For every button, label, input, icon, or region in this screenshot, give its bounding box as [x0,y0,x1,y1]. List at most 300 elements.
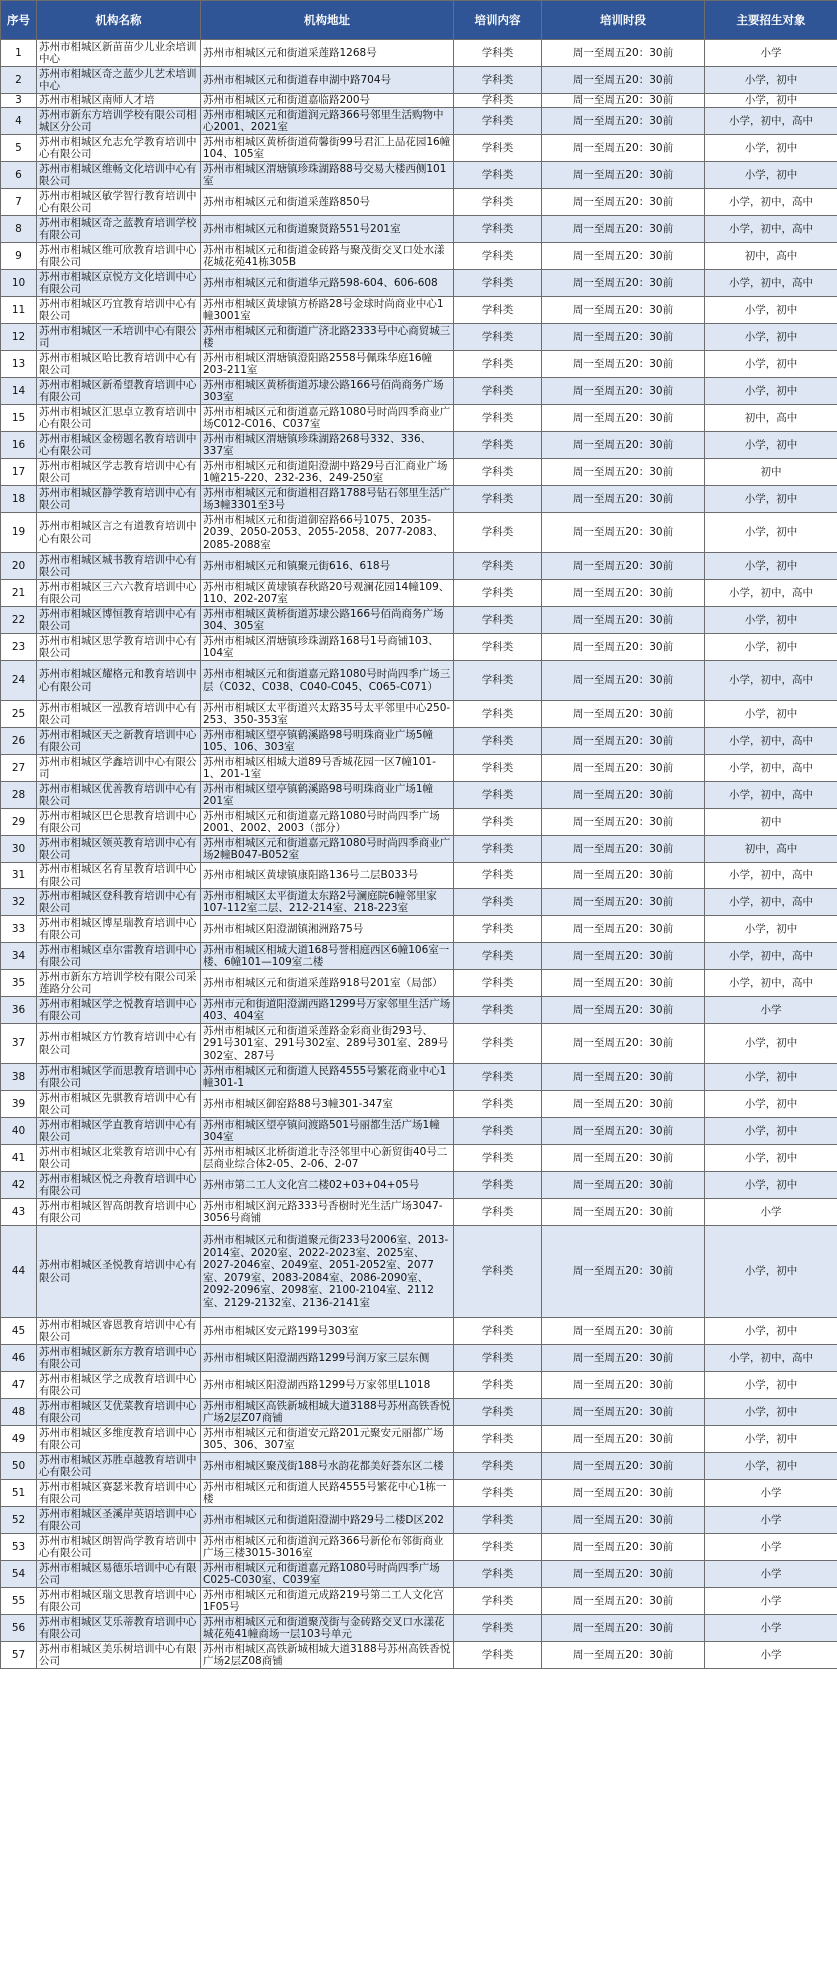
table-row [1,1561,837,1588]
cell-name: 苏州市相城区学鑫培训中心有限公司 [37,755,201,782]
cell-content: 学科类 [454,1091,542,1118]
cell-no: 48 [1,1399,37,1426]
cell-name: 苏州市相城区新希望教育培训中心有限公司 [37,378,201,405]
table-row [1,553,837,580]
cell-content: 学科类 [454,701,542,728]
cell-time: 周一至周五20：30前 [542,162,705,189]
cell-name: 苏州市相城区维畅文化培训中心有限公司 [37,162,201,189]
cell-name: 苏州市相城区优善教育培训中心有限公司 [37,782,201,809]
cell-name: 苏州市相城区维可欣教育培训中心有限公司 [37,243,201,270]
cell-time: 周一至周五20：30前 [542,108,705,135]
cell-time: 周一至周五20：30前 [542,1172,705,1199]
cell-no: 27 [1,755,37,782]
cell-content: 学科类 [454,162,542,189]
cell-address: 苏州市相城区元和街道聚茂街与金砖路交叉口水漾花城花苑41幢商场一层103号单元 [201,1615,454,1642]
table-row [1,94,837,108]
cell-target: 小学，初中 [705,916,837,943]
cell-name: 苏州市相城区学之悦教育培训中心有限公司 [37,997,201,1024]
cell-name: 苏州市相城区朗智尚学教育培训中心有限公司 [37,1534,201,1561]
cell-time: 周一至周五20：30前 [542,943,705,970]
cell-address: 苏州市相城区望亭镇问渡路501号丽都生活广场1幢304室 [201,1118,454,1145]
cell-target: 小学 [705,40,837,67]
table-header-row [1,1,837,40]
cell-name: 苏州市相城区耀格元和教育培训中心有限公司 [37,661,201,701]
cell-address: 苏州市相城区御窑路88号3幢301-347室 [201,1091,454,1118]
cell-time: 周一至周五20：30前 [542,40,705,67]
cell-content: 学科类 [454,916,542,943]
cell-address: 苏州市相城区元和街道嘉元路1080号时尚四季商业广场2幢B047-B052室 [201,836,454,863]
cell-no: 7 [1,189,37,216]
cell-name: 苏州市相城区学而思教育培训中心有限公司 [37,1064,201,1091]
cell-no: 44 [1,1226,37,1318]
cell-target: 小学 [705,1507,837,1534]
cell-content: 学科类 [454,943,542,970]
cell-address: 苏州市相城区润元路333号香樹时光生活广场3047-3056号商铺 [201,1199,454,1226]
cell-time: 周一至周五20：30前 [542,1064,705,1091]
cell-target: 初中 [705,459,837,486]
cell-address: 苏州市相城区元和街道采莲路850号 [201,189,454,216]
table-row [1,943,837,970]
cell-no: 13 [1,351,37,378]
cell-name: 苏州市相城区艾乐蒂教育培训中心有限公司 [37,1615,201,1642]
cell-target: 小学，初中，高中 [705,661,837,701]
cell-address: 苏州市相城区元和街道金砖路与聚茂街交叉口处水漾花城花苑41栋305B [201,243,454,270]
cell-target: 小学 [705,1588,837,1615]
table-row [1,135,837,162]
cell-name: 苏州市相城区三六六教育培训中心有限公司 [37,580,201,607]
cell-content: 学科类 [454,661,542,701]
table-row [1,1091,837,1118]
cell-content: 学科类 [454,1064,542,1091]
cell-address: 苏州市相城区渭塘镇珍珠湖路168号1号商铺103、104室 [201,634,454,661]
cell-address: 苏州市相城区元和街道润元路366号邻里生活购物中心2001、2021室 [201,108,454,135]
cell-no: 31 [1,863,37,889]
cell-time: 周一至周五20：30前 [542,1426,705,1453]
table-row [1,405,837,432]
cell-content: 学科类 [454,1615,542,1642]
cell-no: 22 [1,607,37,634]
cell-time: 周一至周五20：30前 [542,728,705,755]
cell-address: 苏州市相城区元和街道相召路1788号钻石邻里生活广场3幢3301至3号 [201,486,454,513]
cell-address: 苏州市相城区黄桥街道苏埭公路166号佰尚商务广场303室 [201,378,454,405]
cell-target: 小学，初中，高中 [705,755,837,782]
cell-no: 5 [1,135,37,162]
cell-time: 周一至周五20：30前 [542,378,705,405]
cell-time: 周一至周五20：30前 [542,1480,705,1507]
table-row [1,1145,837,1172]
cell-content: 学科类 [454,1372,542,1399]
cell-name: 苏州市相城区金榜题名教育培训中心有限公司 [37,432,201,459]
cell-time: 周一至周五20：30前 [542,1615,705,1642]
cell-name: 苏州市相城区学之成教育培训中心有限公司 [37,1372,201,1399]
cell-no: 56 [1,1615,37,1642]
cell-content: 学科类 [454,809,542,836]
cell-content: 学科类 [454,216,542,243]
cell-no: 43 [1,1199,37,1226]
cell-content: 学科类 [454,40,542,67]
table-row [1,580,837,607]
cell-target: 小学，初中 [705,634,837,661]
cell-no: 42 [1,1172,37,1199]
cell-no: 50 [1,1453,37,1480]
cell-no: 30 [1,836,37,863]
cell-address: 苏州市相城区元和街道采莲路918号201室（局部） [201,970,454,997]
cell-name: 苏州市相城区苏胜卓越教育培训中心有限公司 [37,1453,201,1480]
cell-target: 小学，初中 [705,1318,837,1345]
cell-target: 小学，初中 [705,1226,837,1318]
cell-target: 小学 [705,1534,837,1561]
table-row [1,1064,837,1091]
cell-address: 苏州市相城区元和镇聚元街616、618号 [201,553,454,580]
cell-target: 小学，初中 [705,94,837,108]
cell-time: 周一至周五20：30前 [542,634,705,661]
cell-content: 学科类 [454,243,542,270]
cell-address: 苏州市相城区元和街道人民路4555号繁花商业中心1幢301-1 [201,1064,454,1091]
cell-target: 小学，初中 [705,432,837,459]
cell-time: 周一至周五20：30前 [542,216,705,243]
cell-time: 周一至周五20：30前 [542,243,705,270]
cell-no: 45 [1,1318,37,1345]
table-row [1,607,837,634]
table-row [1,270,837,297]
table-row [1,108,837,135]
cell-time: 周一至周五20：30前 [542,755,705,782]
cell-name: 苏州市相城区美乐树培训中心有限公司 [37,1642,201,1669]
cell-address: 苏州市相城区元和街道元成路219号第二工人文化宫1F05号 [201,1588,454,1615]
cell-target: 小学，初中 [705,297,837,324]
cell-content: 学科类 [454,607,542,634]
cell-content: 学科类 [454,1118,542,1145]
table-row [1,809,837,836]
cell-content: 学科类 [454,1534,542,1561]
cell-name: 苏州市相城区智高朗教育培训中心有限公司 [37,1199,201,1226]
cell-target: 小学，初中 [705,701,837,728]
cell-target: 小学 [705,1199,837,1226]
cell-no: 18 [1,486,37,513]
cell-target: 小学，初中 [705,1399,837,1426]
table-row [1,634,837,661]
cell-address: 苏州市相城区黄埭镇康阳路136号二层B033号 [201,863,454,889]
cell-time: 周一至周五20：30前 [542,189,705,216]
cell-address: 苏州市相城区元和街道华元路598-604、606-608 [201,270,454,297]
table-row [1,324,837,351]
cell-target: 小学 [705,1642,837,1669]
table-row [1,1399,837,1426]
cell-target: 小学，初中 [705,513,837,553]
table-row [1,1480,837,1507]
cell-content: 学科类 [454,728,542,755]
cell-target: 小学 [705,997,837,1024]
cell-time: 周一至周五20：30前 [542,970,705,997]
cell-time: 周一至周五20：30前 [542,324,705,351]
cell-content: 学科类 [454,970,542,997]
cell-no: 32 [1,889,37,916]
cell-address: 苏州市相城区元和街道聚元街233号2006室、2013-2014室、2020室、2022-2023室、2025室、2027-2046室、2049室、2051-2052室、2077室、2079室、2083-2084室、2086-2090室、2092-2096室、2098室、2100-2104室、2112室、2129-2132室、2136-2141室 [201,1226,454,1318]
cell-address: 苏州市相城区元和街道嘉元路1080号时尚四季广场三层（C032、C038、C040-C045、C065-C071） [201,661,454,701]
cell-target: 小学，初中，高中 [705,943,837,970]
cell-no: 12 [1,324,37,351]
cell-target: 小学，初中 [705,162,837,189]
cell-address: 苏州市相城区渭塘镇珍珠湖路88号交易大楼西侧101室 [201,162,454,189]
cell-no: 21 [1,580,37,607]
cell-content: 学科类 [454,297,542,324]
cell-content: 学科类 [454,1588,542,1615]
cell-target: 小学，初中，高中 [705,270,837,297]
cell-target: 小学，初中 [705,607,837,634]
cell-name: 苏州市相城区学志教育培训中心有限公司 [37,459,201,486]
table-row [1,755,837,782]
cell-no: 17 [1,459,37,486]
cell-no: 51 [1,1480,37,1507]
cell-address: 苏州市相城区高铁新城相城大道3188号苏州高铁香悦广场2层Z07商铺 [201,1399,454,1426]
cell-address: 苏州市相城区元和街道阳澄湖中路29号百汇商业广场1幢215-220、232-236、249-250室 [201,459,454,486]
cell-address: 苏州市相城区元和街道采莲路1268号 [201,40,454,67]
header-target: 主要招生对象 [705,1,837,40]
cell-no: 41 [1,1145,37,1172]
cell-target: 小学，初中 [705,1145,837,1172]
cell-content: 学科类 [454,270,542,297]
cell-no: 4 [1,108,37,135]
cell-target: 小学 [705,1480,837,1507]
cell-time: 周一至周五20：30前 [542,1318,705,1345]
cell-name: 苏州市相城区方竹教育培训中心有限公司 [37,1024,201,1064]
cell-content: 学科类 [454,1642,542,1669]
cell-content: 学科类 [454,1318,542,1345]
cell-name: 苏州市相城区奇之蓝少儿艺术培训中心 [37,67,201,94]
cell-content: 学科类 [454,94,542,108]
cell-no: 55 [1,1588,37,1615]
cell-name: 苏州市相城区博恒教育培训中心有限公司 [37,607,201,634]
cell-time: 周一至周五20：30前 [542,1561,705,1588]
cell-time: 周一至周五20：30前 [542,297,705,324]
cell-target: 小学，初中，高中 [705,782,837,809]
table-row [1,1642,837,1669]
cell-name: 苏州市相城区天之新教育培训中心有限公司 [37,728,201,755]
cell-time: 周一至周五20：30前 [542,270,705,297]
cell-address: 苏州市相城区渭塘镇珍珠湖路268号332、336、337室 [201,432,454,459]
cell-content: 学科类 [454,1199,542,1226]
cell-no: 1 [1,40,37,67]
cell-content: 学科类 [454,782,542,809]
cell-no: 15 [1,405,37,432]
cell-time: 周一至周五20：30前 [542,916,705,943]
cell-no: 16 [1,432,37,459]
cell-address: 苏州市元和街道阳澄湖西路1299号万家邻里生活广场403、404室 [201,997,454,1024]
cell-name: 苏州市相城区允志允学教育培训中心有限公司 [37,135,201,162]
cell-no: 38 [1,1064,37,1091]
table-row [1,297,837,324]
cell-name: 苏州市相城区睿恩教育培训中心有限公司 [37,1318,201,1345]
cell-address: 苏州市相城区元和街道春申湖中路704号 [201,67,454,94]
cell-time: 周一至周五20：30前 [542,351,705,378]
cell-address: 苏州市相城区相城大道168号誉相庭西区6幢106室一楼、6幢101—109室二楼 [201,943,454,970]
cell-content: 学科类 [454,108,542,135]
table-row [1,162,837,189]
cell-no: 9 [1,243,37,270]
header-name: 机构名称 [37,1,201,40]
cell-no: 57 [1,1642,37,1669]
cell-no: 24 [1,661,37,701]
cell-target: 小学，初中 [705,378,837,405]
cell-target: 小学，初中，高中 [705,108,837,135]
cell-target: 小学，初中 [705,553,837,580]
cell-address: 苏州市相城区元和街道润元路366号新伦布邻街商业广场三楼3015-3016室 [201,1534,454,1561]
cell-address: 苏州市相城区元和街道嘉元路1080号时尚四季商业广场C012-C016、C037室 [201,405,454,432]
cell-content: 学科类 [454,324,542,351]
cell-address: 苏州市相城区望亭镇鹤溪路98号明珠商业广场1幢201室 [201,782,454,809]
cell-name: 苏州市相城区汇思卓立教育培训中心有限公司 [37,405,201,432]
table-row [1,1172,837,1199]
cell-name: 苏州市相城区言之有道教育培训中心有限公司 [37,513,201,553]
cell-name: 苏州市相城区一禾培训中心有限公司 [37,324,201,351]
cell-content: 学科类 [454,1399,542,1426]
cell-time: 周一至周五20：30前 [542,405,705,432]
cell-name: 苏州市相城区静学教育培训中心有限公司 [37,486,201,513]
cell-name: 苏州市相城区卓尔雷教育培训中心有限公司 [37,943,201,970]
cell-content: 学科类 [454,459,542,486]
cell-address: 苏州市相城区太平街道兴太路35号太平邻里中心250-253、350-353室 [201,701,454,728]
cell-address: 苏州市相城区相城大道89号香城花园一区7幢101-1、201-1室 [201,755,454,782]
cell-time: 周一至周五20：30前 [542,661,705,701]
cell-time: 周一至周五20：30前 [542,1145,705,1172]
cell-no: 8 [1,216,37,243]
cell-target: 小学，初中 [705,486,837,513]
cell-address: 苏州市相城区元和街道阳澄湖中路29号二楼D区202 [201,1507,454,1534]
cell-time: 周一至周五20：30前 [542,1372,705,1399]
cell-no: 14 [1,378,37,405]
cell-no: 47 [1,1372,37,1399]
table-body [1,40,837,1669]
cell-time: 周一至周五20：30前 [542,889,705,916]
cell-address: 苏州市相城区元和街道嘉元路1080号时尚四季广场C025-C030室、C039室 [201,1561,454,1588]
cell-target: 小学，初中，高中 [705,580,837,607]
table-row [1,701,837,728]
cell-name: 苏州市相城区艾优菜教育培训中心有限公司 [37,1399,201,1426]
table-row [1,728,837,755]
cell-address: 苏州市相城区黄桥街道荷馨街99号君汇上品花园16幢104、105室 [201,135,454,162]
cell-target: 小学，初中 [705,324,837,351]
table-row [1,1118,837,1145]
cell-content: 学科类 [454,378,542,405]
cell-address: 苏州市相城区北桥街道北寺泾邻里中心新贸街40号二层商业综合体2-05、2-06、2-07 [201,1145,454,1172]
cell-no: 19 [1,513,37,553]
cell-name: 苏州市相城区思学教育培训中心有限公司 [37,634,201,661]
cell-address: 苏州市相城区元和街道广济北路2333号中心商贸城三楼 [201,324,454,351]
cell-time: 周一至周五20：30前 [542,997,705,1024]
cell-name: 苏州市相城区京悦方文化培训中心有限公司 [37,270,201,297]
cell-content: 学科类 [454,1024,542,1064]
cell-time: 周一至周五20：30前 [542,1642,705,1669]
cell-no: 29 [1,809,37,836]
cell-no: 49 [1,1426,37,1453]
cell-target: 小学，初中 [705,67,837,94]
cell-time: 周一至周五20：30前 [542,1588,705,1615]
cell-address: 苏州市相城区元和街道安元路201元聚安元丽都广场305、306、307室 [201,1426,454,1453]
table-row [1,40,837,67]
cell-name: 苏州市相城区学直教育培训中心有限公司 [37,1118,201,1145]
header-address: 机构地址 [201,1,454,40]
cell-content: 学科类 [454,553,542,580]
cell-content: 学科类 [454,1507,542,1534]
cell-time: 周一至周五20：30前 [542,1345,705,1372]
table-row [1,432,837,459]
cell-name: 苏州市相城区赛瑟米教育培训中心有限公司 [37,1480,201,1507]
cell-target: 小学，初中 [705,1064,837,1091]
table-row [1,378,837,405]
cell-content: 学科类 [454,1145,542,1172]
table-row [1,459,837,486]
cell-no: 23 [1,634,37,661]
cell-no: 3 [1,94,37,108]
cell-target: 小学，初中 [705,351,837,378]
cell-content: 学科类 [454,1480,542,1507]
cell-name: 苏州市相城区南师人才培 [37,94,201,108]
cell-target: 小学，初中，高中 [705,1345,837,1372]
cell-address: 苏州市相城区黄埭镇春秋路20号观澜花园14幢109、110、202-207室 [201,580,454,607]
cell-no: 53 [1,1534,37,1561]
cell-time: 周一至周五20：30前 [542,1091,705,1118]
cell-target: 小学，初中 [705,135,837,162]
cell-no: 34 [1,943,37,970]
cell-target: 初中，高中 [705,836,837,863]
cell-time: 周一至周五20：30前 [542,135,705,162]
cell-target: 小学，初中 [705,1172,837,1199]
table-row [1,189,837,216]
cell-time: 周一至周五20：30前 [542,513,705,553]
cell-no: 39 [1,1091,37,1118]
cell-no: 20 [1,553,37,580]
cell-time: 周一至周五20：30前 [542,1507,705,1534]
cell-target: 小学，初中 [705,1426,837,1453]
cell-name: 苏州市相城区圣溪岸英语培训中心有限公司 [37,1507,201,1534]
cell-no: 52 [1,1507,37,1534]
table-row [1,1453,837,1480]
cell-name: 苏州市相城区博星瑞教育培训中心有限公司 [37,916,201,943]
table-row [1,661,837,701]
table-row [1,1615,837,1642]
cell-no: 6 [1,162,37,189]
cell-content: 学科类 [454,486,542,513]
cell-content: 学科类 [454,1453,542,1480]
cell-address: 苏州市相城区阳澄湖西路1299号润万家三层东侧 [201,1345,454,1372]
cell-content: 学科类 [454,889,542,916]
cell-address: 苏州市相城区元和街道嘉元路1080号时尚四季广场2001、2002、2003（部分） [201,809,454,836]
cell-name: 苏州市相城区领英教育培训中心有限公司 [37,836,201,863]
cell-name: 苏州市相城区巴仑思教育培训中心有限公司 [37,809,201,836]
cell-name: 苏州市相城区巧宜教育培训中心有限公司 [37,297,201,324]
cell-no: 11 [1,297,37,324]
cell-target: 小学，初中，高中 [705,216,837,243]
header-no: 序号 [1,1,37,40]
cell-content: 学科类 [454,836,542,863]
cell-name: 苏州市相城区一泓教育培训中心有限公司 [37,701,201,728]
table-row [1,1345,837,1372]
cell-content: 学科类 [454,351,542,378]
cell-address: 苏州市相城区阳澄湖西路1299号万家邻里L1018 [201,1372,454,1399]
cell-name: 苏州市相城区名育星教育培训中心有限公司 [37,863,201,889]
cell-name: 苏州市相城区瑞文思教育培训中心有限公司 [37,1588,201,1615]
cell-no: 46 [1,1345,37,1372]
cell-target: 初中 [705,809,837,836]
cell-time: 周一至周五20：30前 [542,432,705,459]
cell-address: 苏州市相城区元和街道人民路4555号繁花中心1栋一楼 [201,1480,454,1507]
cell-target: 小学，初中 [705,1453,837,1480]
cell-content: 学科类 [454,863,542,889]
cell-target: 小学，初中，高中 [705,189,837,216]
cell-address: 苏州市相城区元和街道采莲路金彩商业街293号、291号301室、291号302室、289号301室、289号302室、287号 [201,1024,454,1064]
table-row [1,1507,837,1534]
cell-name: 苏州市相城区悦之舟教育培训中心有限公司 [37,1172,201,1199]
